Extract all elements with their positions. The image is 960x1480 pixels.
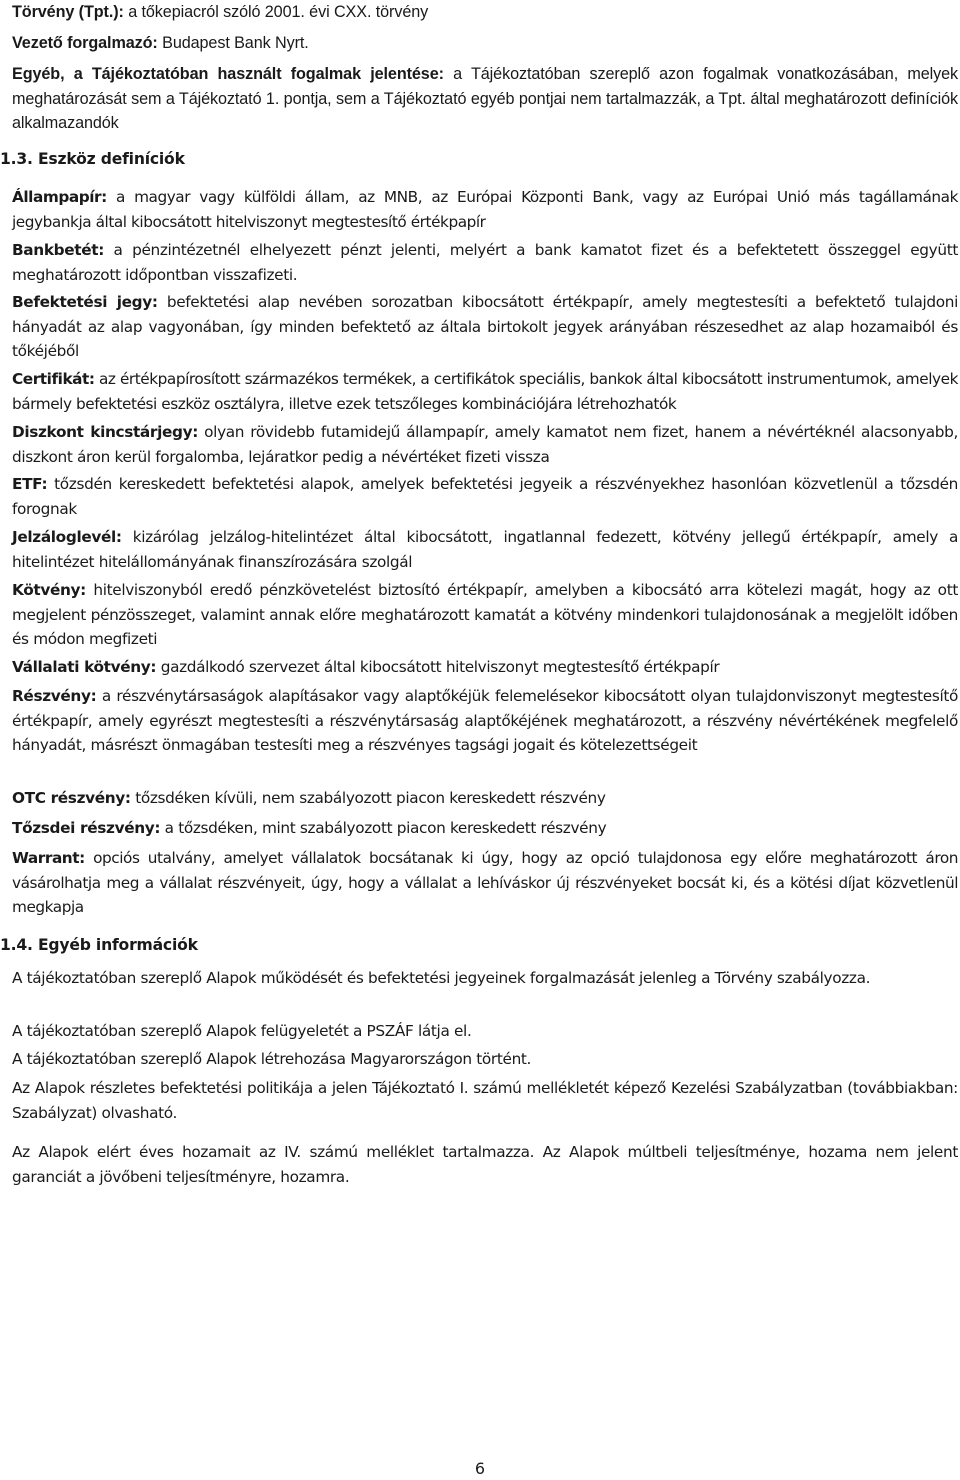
definition-term: Bankbetét: <box>12 241 104 259</box>
definition-term: Certifikát: <box>12 370 95 388</box>
definition-text: a tőzsdéken, mint szabályozott piacon kereskedett részvény <box>160 819 607 837</box>
page-number: 6 <box>474 1459 486 1478</box>
definition-term: Vezető forgalmazó: <box>12 34 158 52</box>
definition-text: a Tájékoztatóban szereplő azon fogalmak vonatkozásában, melyek meghatározását sem a Tájékoztató 1. pontja, sem a Tájékoztató egyéb pontjai nem tartalmazzák, a Tpt. által meghatározott definíciók alkalmazandók <box>12 65 959 132</box>
definition-warrant <box>12 846 958 920</box>
definition-reszveny <box>12 684 958 758</box>
definition-text: az értékpapírosított származékos termékek, a certifikátok speciális, bankok által kibocsátott instrumentumok, amelyek bármely befektetési eszköz osztályra, illetve ezek tetszőleges kombinációjára létrehozhatók <box>12 370 958 413</box>
definition-term: OTC részvény: <box>12 789 131 807</box>
definition-vezeto-forgalmazo <box>12 31 958 56</box>
info-paragraph: Az Alapok részletes befektetési politikája a jelen Tájékoztató I. számú mellékletét képező Kezelési Szabályzatban (továbbiakban: Szabályzat) olvasható. <box>12 1079 958 1122</box>
definition-vallalati-kotveny <box>12 655 958 680</box>
definition-term: Vállalati kötvény: <box>12 658 157 676</box>
definition-text: opciós utalvány, amelyet vállalatok bocsátanak ki úgy, hogy az opció tulajdonosa egy előre meghatározott áron vásárolhatja meg a vállalat részvényeit, úgy, hogy a vállalat a lehíváskor új részvényeket bocsát ki, és a kötési díjat közvetlenül megkapja <box>12 849 958 916</box>
definition-term: Warrant: <box>12 849 85 867</box>
definition-egyeb-fogalmak <box>12 62 958 136</box>
definition-etf <box>12 472 958 521</box>
definition-term: Tőzsdei részvény: <box>12 819 161 837</box>
definition-text: olyan rövidebb futamidejű állampapír, amely kamatot nem fizet, hanem a névértéknél alacsonyabb, diszkont áron kerül forgalomba, lejáratkor pedig a névértéket fizeti vissza <box>12 423 958 466</box>
definition-text: kizárólag jelzálog-hitelintézet által kibocsátott, ingatlannal fedezett, kötvény jellegű értékpapír, amely a hitelintézet hitelállományának finanszírozására szolgál <box>12 528 958 571</box>
definition-text: hitelviszonyból eredő pénzkövetelést biztosító értékpapír, amelyben a kibocsátó arra kötelezi magát, hogy az ott megjelent pénzösszeget, valamint annak előre meghatározott kamatát a kötvény mindenkori tulajdonosának a megjelölt időben és módon megfizeti <box>12 581 958 648</box>
definition-text: gazdálkodó szervezet által kibocsátott hitelviszonyt megtestesítő értékpapír <box>156 658 720 676</box>
definition-kotveny <box>12 578 958 652</box>
info-paragraph: A tájékoztatóban szereplő Alapok felügyeletét a PSZÁF látja el. <box>12 1022 472 1040</box>
definition-term: Törvény (Tpt.): <box>12 3 124 21</box>
definition-tozsdei-reszveny <box>12 816 958 841</box>
definition-allampapir <box>12 185 958 234</box>
definition-term: Diszkont kincstárjegy: <box>12 423 199 441</box>
definition-text: Budapest Bank Nyrt. <box>157 34 309 52</box>
section-heading-eszkoz-definiciok: 1.3. Eszköz definíciók <box>0 150 185 168</box>
definition-term: Befektetési jegy: <box>12 293 158 311</box>
definition-term: Egyéb, a Tájékoztatóban használt fogalmak jelentése: <box>12 65 444 83</box>
definition-text: a pénzintézetnél elhelyezett pénzt jelenti, melyért a bank kamatot fizet és a befektetett összeggel együtt meghatározott időpontban visszafizeti. <box>12 241 958 284</box>
definition-term: Részvény: <box>12 687 97 705</box>
definition-term: Kötvény: <box>12 581 86 599</box>
info-paragraph: Az Alapok elért éves hozamait az IV. számú melléklet tartalmazza. Az Alapok múltbeli teljesítménye, hozama nem jelent garanciát a jövőbeni teljesítményre, hozamra. <box>12 1143 958 1186</box>
definition-tpt <box>12 0 958 25</box>
definition-text: tőzsdén kereskedett befektetési alapok, amelyek befektetési jegyeik a részvényekhez hasonlóan közvetlenül a tőzsdén forognak <box>12 475 958 518</box>
definition-term: Állampapír: <box>12 188 107 206</box>
definition-text: tőzsdéken kívüli, nem szabályozott piacon kereskedett részvény <box>130 789 606 807</box>
definition-otc-reszveny <box>12 786 958 811</box>
definition-term: ETF: <box>12 475 48 493</box>
info-paragraph: A tájékoztatóban szereplő Alapok működését és befektetési jegyeinek forgalmazását jelenleg a Törvény szabályozza. <box>12 969 871 987</box>
definition-bankbetet <box>12 238 958 287</box>
definition-befektetesi-jegy <box>12 290 958 364</box>
definition-text: befektetési alap nevében sorozatban kibocsátott értékpapír, amely megtestesíti a befektető tulajdoni hányadát az alap vagyonában, így minden befektető az általa birtokolt jegyek arányában részesedhet az alap hozamaiból és tőkéjéből <box>12 293 958 360</box>
section-heading-egyeb-informaciok: 1.4. Egyéb információk <box>0 936 198 954</box>
definition-jelzaloglevel <box>12 525 958 574</box>
definition-term: Jelzáloglevél: <box>12 528 122 546</box>
definition-text: a részvénytársaságok alapításakor vagy alaptőkéjük felemelésekor kibocsátott olyan tulajdonviszonyt megtestesítő értékpapír, amely egyrészt megtestesíti a részvénytársaság alaptőkéjének meghatározott, a részvény névértékének megfelelő hányadát, másrészt önmagában testesíti meg a részvényes tagsági jogait és kötelezettségeit <box>12 687 958 754</box>
definition-text: a tőkepiacról szóló 2001. évi CXX. törvény <box>123 3 429 21</box>
definition-diszkont-kincstarjegy <box>12 420 958 469</box>
info-paragraph: A tájékoztatóban szereplő Alapok létrehozása Magyarországon történt. <box>12 1050 532 1068</box>
definition-certifikat <box>12 367 958 416</box>
definition-text: a magyar vagy külföldi állam, az MNB, az Európai Központi Bank, vagy az Európai Unió más tagállamának jegybankja által kibocsátott hitelviszonyt megtestesítő értékpapír <box>12 188 958 231</box>
